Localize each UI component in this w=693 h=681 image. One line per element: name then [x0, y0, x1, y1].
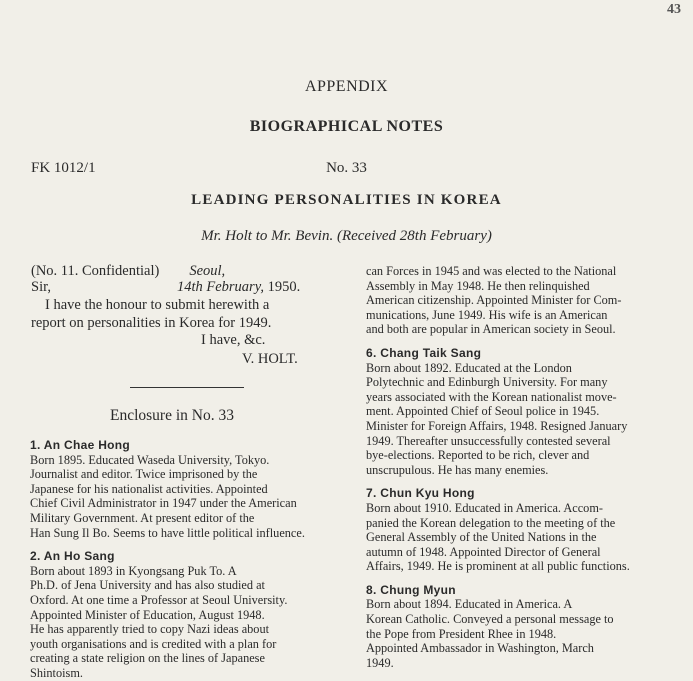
biography-paragraph	[30, 453, 346, 541]
biography-paragraph	[30, 622, 346, 680]
biography-paragraph	[366, 501, 682, 574]
biography-entry-heading: 7. Chun Kyu Hong	[366, 486, 475, 501]
text-line: 1949. Thereafter unsuccessfully contested several	[366, 433, 611, 448]
text-line: Born about 1892. Educated at the London	[366, 360, 572, 375]
text-line: He has apparently tried to copy Nazi ideas about	[30, 622, 270, 637]
enclosure-heading: Enclosure in No. 33	[110, 407, 234, 424]
text-line: the Pope from President Rhee in 1948.	[366, 626, 557, 641]
text-line: Military Government. At present editor of the	[30, 510, 255, 525]
document-number: No. 33	[326, 160, 367, 176]
page-number: 43	[667, 2, 681, 17]
right-column	[366, 264, 682, 670]
biography-entry-heading: 6. Chang Taik Sang	[366, 345, 482, 360]
text-line: Appointed Minister of Education, August 1948.	[30, 607, 265, 622]
document-title: LEADING PERSONALITIES IN KOREA	[191, 192, 502, 208]
text-line: Appointed Ambassador in Washington, March	[366, 641, 594, 656]
text-line: Chief Civil Administrator in 1947 under the American	[30, 496, 297, 511]
text-line: panied the Korean delegation to the meeting of the	[366, 515, 616, 530]
section-divider	[130, 387, 244, 388]
text-line: American citizenship. Appointed Minister for Com-	[366, 293, 622, 308]
letter-place: Seoul,	[189, 263, 226, 279]
biography-entry	[30, 549, 346, 680]
biography-paragraph	[30, 564, 346, 622]
biography-entry-heading: 8. Chung Myun	[366, 582, 456, 597]
text-line: Oxford. At one time a Professor at Seoul University.	[30, 592, 288, 607]
left-column	[30, 438, 346, 681]
text-line: Korean Catholic. Conveyed a personal message to	[366, 612, 614, 627]
biography-paragraph	[366, 597, 682, 641]
biography-paragraph	[366, 361, 682, 478]
text-line: autumn of 1948. Appointed Director of General	[366, 544, 601, 559]
letter-line-salutation	[31, 278, 300, 296]
text-line: Shintoism.	[30, 665, 83, 680]
text-line: Born about 1894. Educated in America. A	[366, 597, 573, 612]
biography-entry	[366, 264, 682, 337]
text-line: and both are popular in American society in Seoul.	[366, 322, 616, 337]
text-line: Born 1895. Educated Waseda University, Tokyo.	[30, 452, 270, 467]
biography-entry	[366, 346, 682, 477]
text-line: Ph.D. of Jena University and has also studied at	[30, 578, 265, 593]
text-line: ment. Appointed Chief of Seoul police in 1945.	[366, 404, 600, 419]
text-line: Born about 1893 in Kyongsang Puk To. A	[30, 563, 237, 578]
text-line: youth organisations and is credited with a plan for	[30, 636, 277, 651]
text-line: 1949.	[366, 655, 394, 670]
text-line: munications, June 1949. His wife is an American	[366, 307, 608, 322]
letter-body-line-2: report on personalities in Korea for 1949.	[31, 315, 272, 331]
text-line: unscrupulous. He has many enemies.	[366, 462, 549, 477]
biography-entry	[30, 438, 346, 540]
text-line: Han Sung Il Bo. Seems to have little political influence.	[30, 525, 305, 540]
letter-salutation: Sir,	[31, 279, 51, 295]
biography-entry	[366, 486, 682, 574]
text-line: General Assembly of the United Nations in the	[366, 530, 597, 545]
biographical-notes-heading: BIOGRAPHICAL NOTES	[249, 118, 444, 135]
text-line: Assembly in May 1948. He then relinquished	[366, 278, 590, 293]
document-subtitle: Mr. Holt to Mr. Bevin. (Received 28th February)	[201, 228, 492, 244]
biography-paragraph	[366, 641, 682, 670]
letter-year: 1950.	[263, 279, 301, 295]
biography-entry-heading: 1. An Chae Hong	[30, 438, 131, 452]
appendix-heading: APPENDIX	[304, 78, 389, 95]
letter-date: 14th February,	[176, 279, 264, 295]
text-line: Born about 1910. Educated in America. Accom-	[366, 500, 603, 515]
text-line: Journalist and editor. Twice imprisoned by the	[30, 467, 258, 482]
text-line: Affairs, 1949. He is prominent at all public functions.	[366, 559, 630, 574]
text-line: can Forces in 1945 and was elected to the National	[366, 264, 617, 278]
text-line: bye-elections. Reported to be rich, clever and	[366, 448, 590, 463]
letter-body-line-1: I have the honour to submit herewith a	[45, 297, 270, 313]
text-line: years associated with the Korean nationalist move-	[366, 389, 617, 404]
biography-entry-heading: 2. An Ho Sang	[30, 549, 115, 564]
biography-paragraph	[366, 264, 682, 337]
letter-signature: V. HOLT.	[242, 351, 298, 367]
biography-entry	[366, 583, 682, 671]
letter-closing: I have, &c.	[201, 332, 266, 348]
text-line: Polytechnic and Edinburgh University. For many	[366, 375, 608, 390]
text-line: creating a state religion on the lines of Japanese	[30, 651, 265, 666]
letter-confidential: (No. 11. Confidential)	[31, 263, 160, 279]
text-line: Minister for Foreign Affairs, 1948. Resigned January	[366, 418, 628, 433]
file-reference: FK 1012/1	[31, 160, 96, 176]
text-line: Japanese for his nationalist activities. Appointed	[30, 481, 268, 496]
